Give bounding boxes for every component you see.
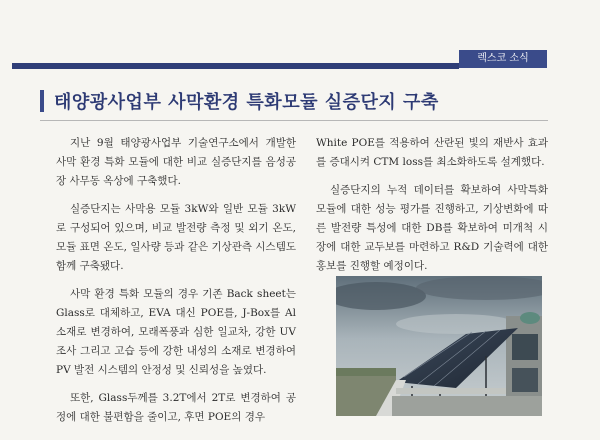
- title-accent-bar: [40, 90, 44, 112]
- paragraph: 지난 9월 태양광사업부 기술연구소에서 개발한 사막 환경 특화 모듈에 대한 비교 실증단지를 음성공장 사무동 옥상에 구축했다.: [56, 137, 296, 187]
- left-column: [56, 134, 296, 436]
- paragraph: 또한, Glass두께를 3.2T에서 2T로 변경하여 공정에 대한 불편함을 줄이고, 후면 POE의 경우: [56, 392, 296, 423]
- header-rule: [12, 63, 459, 69]
- paragraph: 실증단지는 사막용 모듈 3kW와 일반 모듈 3kW로 구성되어 있으며, 비교 발전량 측정 및 외기 온도, 모듈 표면 온도, 일사량 등과 같은 기상관측 시스템도 함께 구축됐다.: [56, 203, 296, 272]
- paragraph: 사막 환경 특화 모듈의 경우 기존 Back sheet는 Glass로 대체하고, EVA 대신 POE를, J-Box를 Al소재로 변경하여, 모래폭풍과 심한 일교차, 강한 UV 조사 그리고 고습 등에 강한 내성의 소재로 변경하여 PV 발전 시스템의 안정성 및 신뢰성을 높였다.: [56, 288, 296, 376]
- section-tag: 렉스코 소식: [459, 50, 547, 68]
- article-title: 태양광사업부 사막환경 특화모듈 실증단지 구축: [54, 92, 439, 113]
- paragraph: 실증단지의 누적 데이터를 확보하여 사막특화 모듈에 대한 성능 평가를 진행하고, 기상변화에 따른 발전량 특성에 대한 DB를 확보하여 미개척 시장에 대한 교두보를 마련하고 R&D 기술력에 대한 홍보를 진행할 예정이다.: [316, 184, 548, 272]
- right-column: [316, 134, 548, 285]
- paragraph-continuation: White POE를 적용하여 산란된 빛의 재반사 효과를 증대시켜 CTM loss를 최소화하도록 설계했다.: [316, 137, 548, 168]
- title-divider: [40, 120, 548, 121]
- solar-array-photo: [336, 276, 542, 416]
